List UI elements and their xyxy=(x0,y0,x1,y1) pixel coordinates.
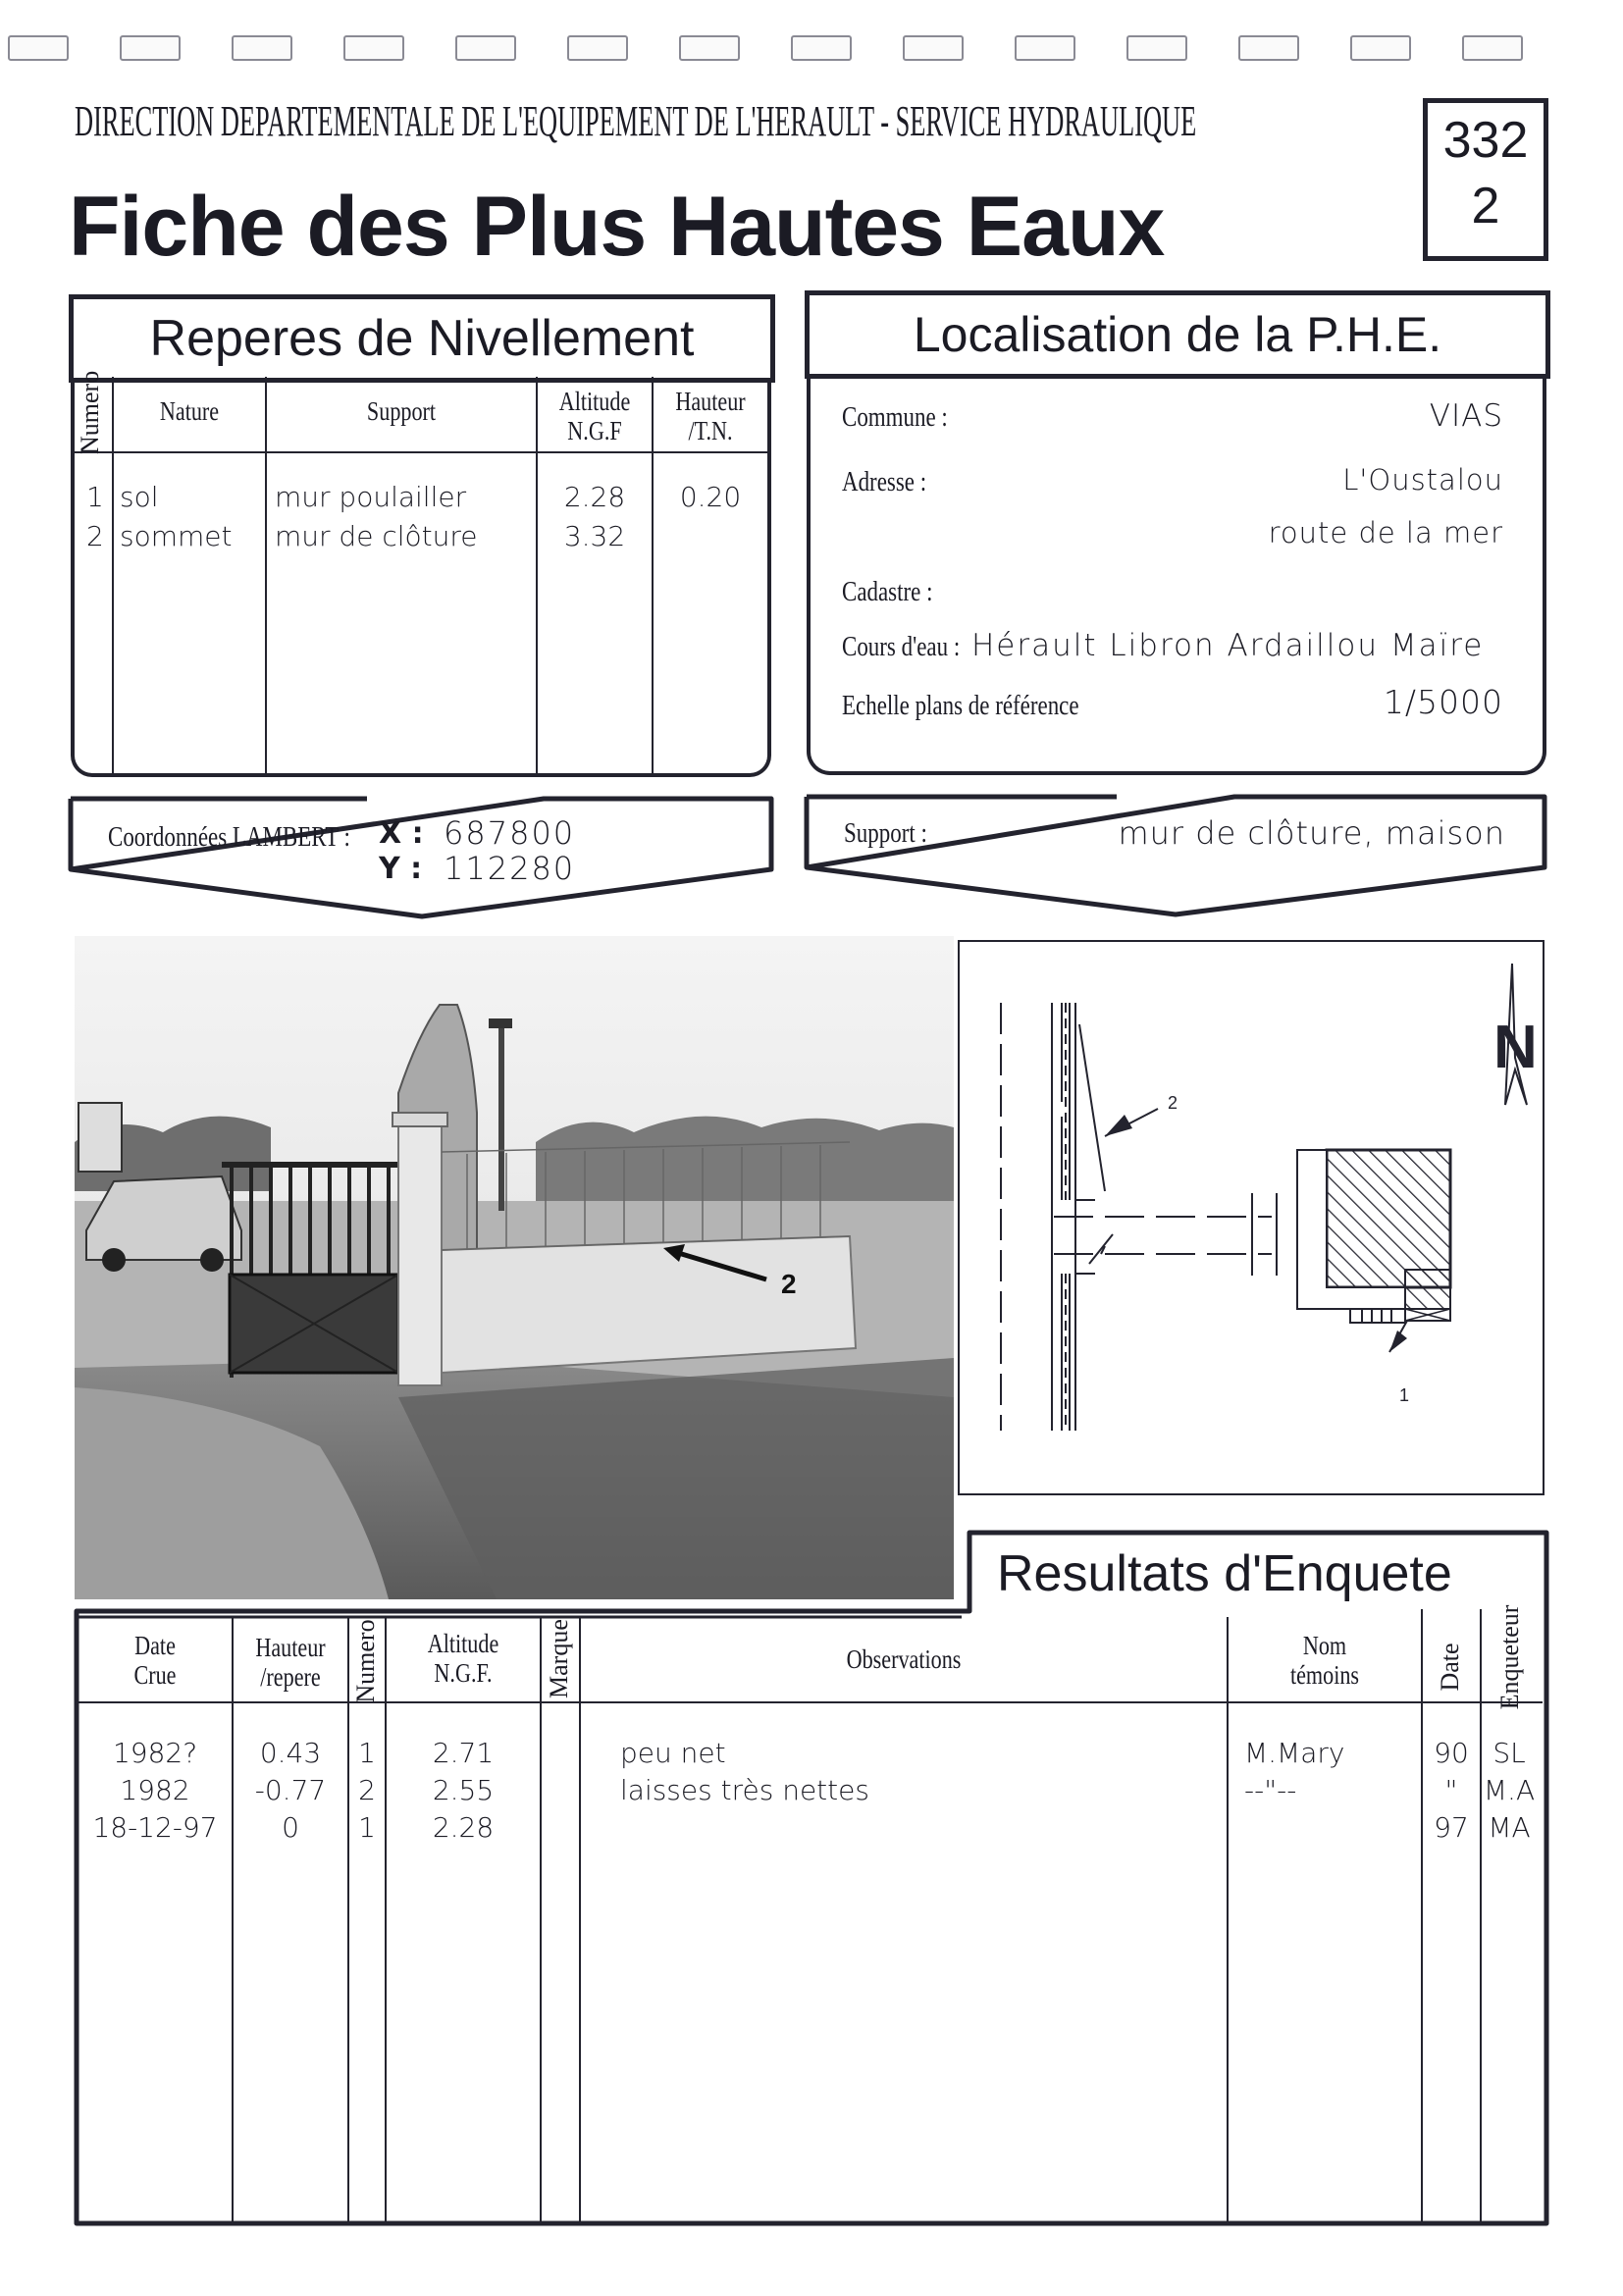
resultats-col-hauteur-1: Hauteur xyxy=(255,1633,326,1662)
lambert-label: Coordonnées LAMBERT : xyxy=(108,822,350,853)
reperes-hauteur: 0.20 xyxy=(679,481,742,513)
reperes-altitude: 2.28 xyxy=(563,481,626,513)
support-label: Support : xyxy=(844,818,927,849)
reperes-title-box xyxy=(69,294,775,383)
resultats-col-date-crue xyxy=(92,1631,218,1690)
plan-label-1: 1 xyxy=(1399,1385,1410,1405)
resultats-altitude: 2.71 xyxy=(432,1737,495,1769)
lambert-y-value: 112280 xyxy=(444,850,576,887)
resultats-col-date: Date xyxy=(1436,1643,1464,1692)
reperes-col-altitude-1: Altitude xyxy=(558,387,631,416)
resultats-col-nom-1: Nom xyxy=(1302,1631,1347,1660)
reperes-col-altitude xyxy=(548,387,641,445)
resultats-hauteur: -0.77 xyxy=(254,1774,327,1806)
adresse-label: Adresse : xyxy=(842,467,927,497)
plan-label-2: 2 xyxy=(1168,1093,1178,1113)
lambert-x-value: 687800 xyxy=(444,814,576,852)
support-value: mur de clôture, maison xyxy=(1118,814,1505,852)
reperes-nature: sol xyxy=(120,481,159,513)
localisation-title: Localisation de la P.H.E. xyxy=(913,307,1442,362)
resultats-col-nom-2: témoins xyxy=(1289,1660,1360,1690)
reference-sub: 2 xyxy=(1471,178,1500,235)
resultats-col-altitude xyxy=(400,1629,526,1688)
resultats-hauteur: 0.43 xyxy=(259,1737,322,1769)
reference-box xyxy=(1423,98,1548,261)
resultats-nom: M.Mary xyxy=(1244,1737,1345,1769)
resultats-observations: laisses très nettes xyxy=(620,1774,869,1806)
resultats-col-nom xyxy=(1246,1631,1404,1690)
resultats-date: 90 xyxy=(1434,1737,1469,1769)
lambert-y-label: Y : xyxy=(379,852,423,886)
reperes-col-hauteur-2: /T.N. xyxy=(688,416,733,445)
reperes-col-nature: Nature xyxy=(159,396,220,426)
photo-marker-label: 2 xyxy=(781,1269,797,1299)
resultats-date-crue: 1982 xyxy=(120,1774,190,1806)
resultats-hauteur: 0 xyxy=(282,1811,299,1844)
site-photo xyxy=(75,936,954,1599)
reperes-support: mur de clôture xyxy=(275,520,478,552)
reperes-nature: sommet xyxy=(120,520,233,552)
resultats-col-numero: Numero xyxy=(351,1619,380,1703)
reperes-altitude: 3.32 xyxy=(563,520,626,552)
resultats-enqueteur: M.A xyxy=(1483,1774,1536,1806)
resultats-date: " xyxy=(1444,1774,1458,1806)
lambert-x-label: X : xyxy=(379,816,424,851)
commune-label: Commune : xyxy=(842,402,948,433)
location-plan xyxy=(958,940,1543,1493)
resultats-numero: 2 xyxy=(358,1774,376,1806)
resultats-col-date-crue-1: Date xyxy=(134,1631,176,1660)
resultats-date-crue: 1982? xyxy=(112,1737,198,1769)
localisation-title-box xyxy=(805,290,1550,379)
reperes-numero: 1 xyxy=(86,481,104,513)
echelle-value: 1/5000 xyxy=(1383,683,1503,721)
resultats-numero: 1 xyxy=(358,1737,376,1769)
resultats-enqueteur: MA xyxy=(1488,1811,1531,1844)
reperes-col-hauteur-1: Hauteur xyxy=(675,387,746,416)
resultats-col-altitude-2: N.G.F. xyxy=(434,1658,493,1688)
resultats-col-enqueteur: Enqueteur xyxy=(1495,1604,1524,1710)
resultats-col-date-crue-2: Crue xyxy=(133,1660,177,1690)
reperes-numero: 2 xyxy=(86,520,104,552)
resultats-observations: peu net xyxy=(620,1737,726,1769)
support-arrow-box xyxy=(803,787,1548,920)
page-title: Fiche des Plus Hautes Eaux xyxy=(69,180,1165,274)
reperes-col-hauteur xyxy=(663,387,757,445)
resultats-altitude: 2.28 xyxy=(432,1811,495,1844)
north-label: N xyxy=(1493,1014,1538,1081)
resultats-col-altitude-1: Altitude xyxy=(427,1629,499,1658)
resultats-col-hauteur-2: /repere xyxy=(260,1662,321,1692)
reperes-support: mur poulailler xyxy=(275,481,467,513)
commune-value: VIAS xyxy=(1429,398,1503,434)
resultats-numero: 1 xyxy=(358,1811,376,1844)
resultats-enqueteur: SL xyxy=(1492,1737,1526,1769)
resultats-date-crue: 18-12-97 xyxy=(92,1811,218,1844)
cours-value: Hérault Libron Ardaillou Maïre xyxy=(971,628,1485,663)
reperes-col-support: Support xyxy=(366,396,437,426)
reperes-title: Reperes de Nivellement xyxy=(149,310,695,367)
resultats-col-marque: Marque xyxy=(545,1619,573,1698)
reference-number: 332 xyxy=(1442,112,1529,169)
resultats-date: 97 xyxy=(1434,1811,1469,1844)
resultats-altitude: 2.55 xyxy=(432,1774,495,1806)
adresse-line1: L'Oustalou xyxy=(1342,463,1503,496)
cours-label: Cours d'eau : xyxy=(842,632,961,662)
reperes-col-altitude-2: N.G.F xyxy=(567,416,622,445)
resultats-nom: --"-- xyxy=(1244,1774,1297,1806)
echelle-label: Echelle plans de référence xyxy=(842,691,1079,721)
resultats-title: Resultats d'Enquete xyxy=(997,1545,1452,1602)
department-heading: DIRECTION DEPARTEMENTALE DE L'EQUIPEMENT DE L'HERAULT - SERVICE HYDRAULIQUE xyxy=(75,97,1197,145)
resultats-col-hauteur xyxy=(243,1633,337,1692)
reperes-col-numero: Numero xyxy=(76,370,104,454)
adresse-line2: route de la mer xyxy=(1268,516,1503,549)
resultats-col-observations: Observations xyxy=(846,1644,962,1674)
cadastre-label: Cadastre : xyxy=(842,577,933,607)
